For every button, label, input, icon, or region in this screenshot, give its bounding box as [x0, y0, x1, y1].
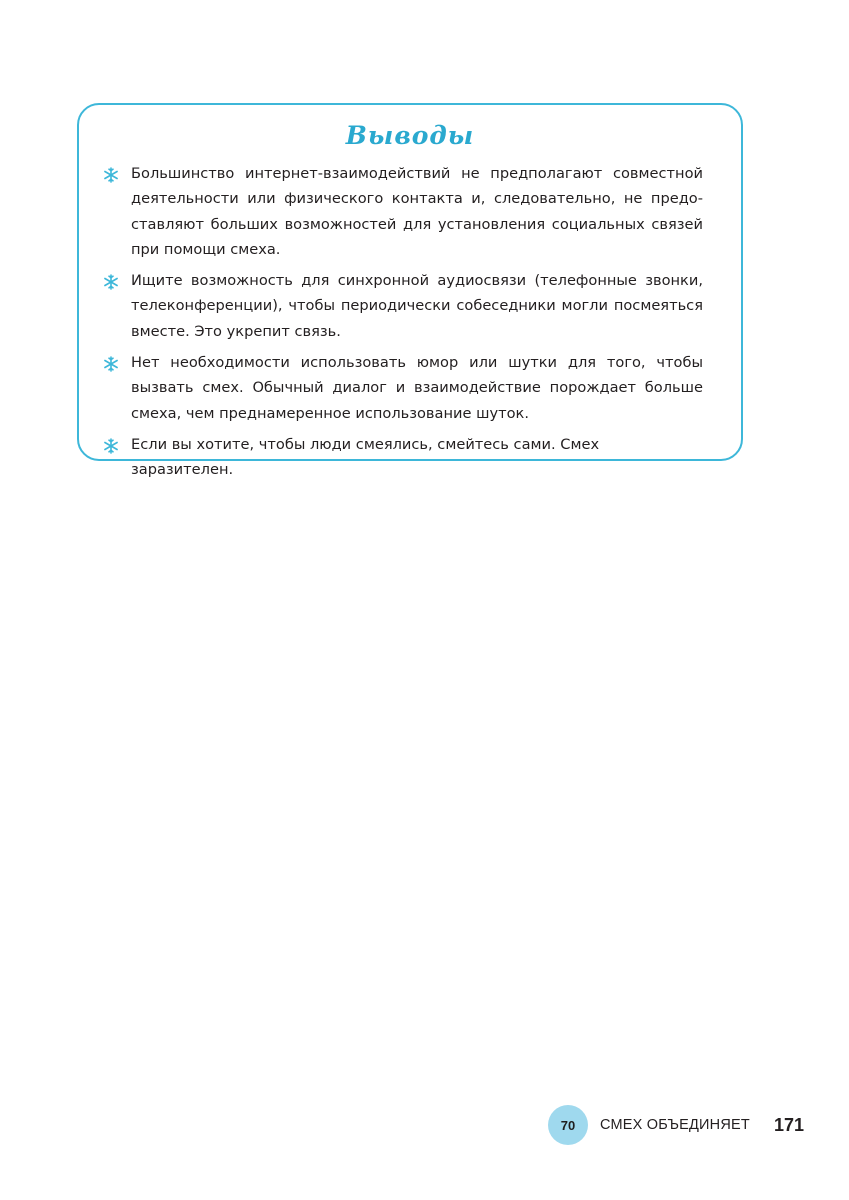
bullet-text: Нет необходимости использовать юмор или шутки для того, чтобы вызвать смех. Обычный диалог и взаимодействие порождает больше смеха, чем преднамеренное использование шуток. — [131, 354, 703, 422]
list-item — [103, 161, 703, 262]
bullet-text: Если вы хотите, чтобы люди смеялись, смейтесь сами. Смех заразителен. — [131, 435, 600, 479]
running-title: СМЕХ ОБЪЕДИНЯЕТ — [600, 1117, 750, 1133]
summary-box — [77, 103, 743, 479]
bullet-text: Ищите возможность для синхронной аудиосвязи (телефонные звонки, телеконференции), чтобы периодически собеседники могли посмеяться вместе. Это укрепит связь. — [131, 272, 703, 340]
box-title: Выводы — [345, 121, 475, 150]
asterisk-snowflake-icon — [103, 356, 119, 372]
page-number: 171 — [773, 1114, 804, 1135]
asterisk-snowflake-icon — [103, 438, 119, 454]
asterisk-snowflake-icon — [103, 167, 119, 183]
asterisk-snowflake-icon — [103, 274, 119, 290]
bullet-text: Большинство интернет-взаимодействий не предполагают совместной деятельности или физического контакта и, следовательно, не предо-ставляют больших возможностей для установления социальных связей при помощи смеха. — [131, 165, 703, 258]
list-item — [103, 432, 703, 483]
chapter-number-badge: 70 — [548, 1105, 588, 1145]
list-item — [103, 268, 703, 344]
bullet-list — [103, 161, 703, 489]
page-footer — [548, 1105, 804, 1145]
list-item — [103, 350, 703, 426]
